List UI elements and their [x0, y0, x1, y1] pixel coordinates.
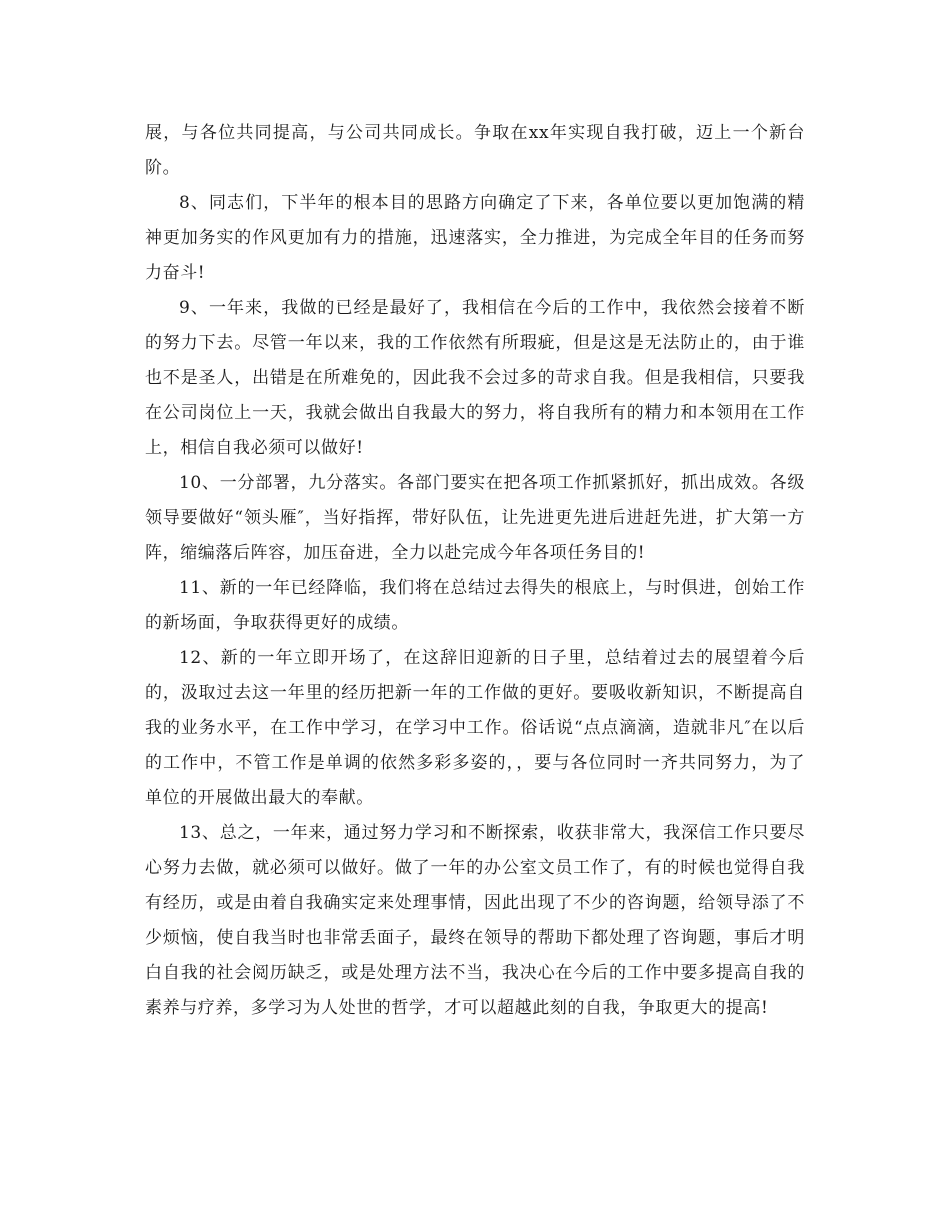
document-page: [145, 116, 805, 1026]
paragraph-item-9: 9、一年来，我做的已经是最好了，我相信在今后的工作中，我依然会接着不断的努力下去。尽管一年以来，我的工作依然有所瑕疵，但是这是无法防止的，由于谁也不是圣人，出错是在所难免的，因此我不会过多的苛求自我。但是我相信，只要我在公司岗位上一天，我就会做出自我最大的努力，将自我所有的精力和本领用在工作上，相信自我必须可以做好!: [145, 298, 805, 458]
paragraph-item-11: 11、新的一年已经降临，我们将在总结过去得失的根底上，与时俱进，创始工作的新场面，争取获得更好的成绩。: [145, 578, 805, 633]
paragraph-continuation: 展，与各位共同提高，与公司共同成长。争取在xx年实现自我打破，迈上一个新台阶。: [145, 123, 805, 178]
paragraph-item-8: 8、同志们，下半年的根本目的思路方向确定了下来，各单位要以更加饱满的精神更加务实的作风更加有力的措施，迅速落实，全力推进，为完成全年目的任务而努力奋斗!: [145, 193, 805, 283]
paragraph-item-12: 12、新的一年立即开场了，在这辞旧迎新的日子里，总结着过去的展望着今后的，汲取过去这一年里的经历把新一年的工作做的更好。要吸收新知识，不断提高自我的业务水平，在工作中学习，在学习中工作。俗话说“点点滴滴，造就非凡″在以后的工作中，不管工作是单调的依然多彩多姿的，，要与各位同时一齐共同努力，为了单位的开展做出最大的奉献。: [145, 648, 805, 808]
paragraph-item-13: 13、总之，一年来，通过努力学习和不断探索，收获非常大，我深信工作只要尽心努力去做，就必须可以做好。做了一年的办公室文员工作了，有的时候也觉得自我有经历，或是由着自我确实定来处理事情，因此出现了不少的咨询题，给领导添了不少烦恼，使自我当时也非常丢面子，最终在领导的帮助下都处理了咨询题，事后才明白自我的社会阅历缺乏，或是处理方法不当，我决心在今后的工作中要多提高自我的素养与疗养，多学习为人处世的哲学，才可以超越此刻的自我，争取更大的提高!: [145, 823, 805, 1018]
paragraph-item-10: 10、一分部署，九分落实。各部门要实在把各项工作抓紧抓好，抓出成效。各级领导要做好“领头雁″，当好指挥，带好队伍，让先进更先进后进赶先进，扩大第一方阵，缩编落后阵容，加压奋进，全力以赴完成今年各项任务目的!: [145, 473, 805, 563]
